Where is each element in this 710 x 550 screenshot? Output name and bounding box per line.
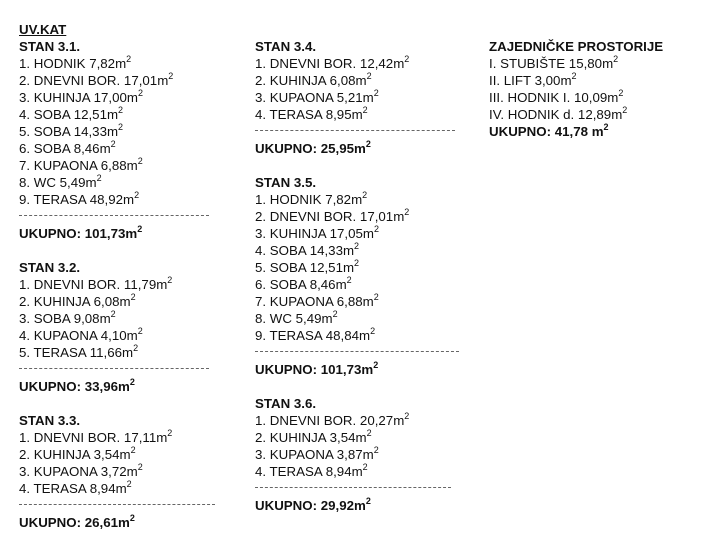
room-item-text: 1. DNEVNI BOR. 20,27 [255, 413, 394, 428]
room-item-unit: m [119, 447, 131, 462]
room-item-text: 9. TERASA 48,92 [19, 192, 123, 207]
common-room-item-unit-exponent: 2 [622, 105, 628, 115]
room-item-unit: m [106, 124, 119, 139]
room-item [255, 55, 409, 72]
room-item-text: 2. DNEVNI BOR. 17,01 [19, 73, 158, 88]
floor-title: UV.KAT [19, 22, 67, 37]
room-item-text: 7. KUPAONA 6,88 [255, 294, 363, 309]
apartment-total-unit-exponent: 2 [365, 139, 371, 149]
room-item-unit-exponent: 2 [404, 54, 410, 64]
room-item-unit-exponent: 2 [373, 88, 379, 98]
apartment-total-unit-exponent: 2 [129, 377, 135, 387]
room-item-unit: m [393, 413, 405, 428]
apartment-total-unit-exponent: 2 [373, 360, 379, 370]
room-item-text: 9. TERASA 48,84 [255, 328, 359, 343]
common-room-item [489, 72, 663, 89]
common-room-item-unit: m [560, 73, 572, 88]
apartment-total-unit: m [125, 226, 138, 241]
room-item-unit-exponent: 2 [134, 190, 140, 200]
room-item [19, 191, 173, 208]
room-item [255, 327, 409, 344]
room-item-text: 3. KUHINJA 17,00 [19, 90, 127, 105]
room-item-unit-exponent: 2 [118, 105, 124, 115]
common-room-item-unit: m [607, 90, 619, 105]
common-room-item-text: III. HODNIK I. 10,09 [489, 90, 608, 105]
room-item-text: 1. DNEVNI BOR. 11,79 [19, 277, 157, 292]
room-item [255, 446, 409, 463]
room-item-unit: m [99, 141, 111, 156]
room-item-unit-exponent: 2 [404, 411, 410, 421]
room-item-unit-exponent: 2 [362, 190, 368, 200]
room-item [19, 310, 173, 327]
room-item [19, 55, 173, 72]
room-item-unit-exponent: 2 [130, 445, 136, 455]
room-item-unit: m [157, 73, 169, 88]
apartment-total-text: UKUPNO: 25,95 [255, 141, 355, 156]
room-item-unit: m [351, 107, 363, 122]
room-item-unit-exponent: 2 [137, 156, 143, 166]
common-room-item-unit-exponent: 2 [571, 71, 577, 81]
room-item [19, 89, 173, 106]
apartment-total [19, 378, 173, 395]
room-item [19, 174, 173, 191]
room-item-text: 6. SOBA 8,46 [255, 277, 336, 292]
room-item-unit-exponent: 2 [370, 326, 376, 336]
room-item-unit: m [119, 294, 131, 309]
room-item-unit: m [342, 260, 355, 275]
room-item-unit-exponent: 2 [366, 71, 372, 81]
room-item [19, 480, 173, 497]
room-item-unit: m [362, 294, 374, 309]
apartment-total-unit: m [118, 379, 130, 394]
spacer [255, 378, 409, 395]
room-item-unit-exponent: 2 [126, 54, 132, 64]
room-item-unit-exponent: 2 [366, 428, 372, 438]
room-item-unit: m [393, 56, 405, 71]
room-item-unit-exponent: 2 [138, 88, 144, 98]
apartment-total-unit-exponent: 2 [137, 224, 143, 234]
common-room-item-text: II. LIFT 3,00 [489, 73, 561, 88]
room-item-unit-exponent: 2 [362, 462, 368, 472]
common-heading: ZAJEDNIČKE PROSTORIJE [489, 39, 664, 54]
room-item-text: 6. SOBA 8,46 [19, 141, 100, 156]
dashed-separator [19, 361, 173, 378]
apartment-total [255, 497, 409, 514]
room-item [19, 293, 173, 310]
room-item-unit-exponent: 2 [346, 275, 352, 285]
room-item-unit-exponent: 2 [137, 326, 143, 336]
room-item [19, 106, 173, 123]
room-item-unit: m [393, 209, 405, 224]
room-item-text: 2. KUHINJA 3,54 [19, 447, 120, 462]
room-item-text: 2. DNEVNI BOR. 17,01 [255, 209, 394, 224]
room-item [19, 463, 173, 480]
room-item-unit: m [85, 175, 97, 190]
apartment-total-text: UKUPNO: 101,73 [19, 226, 126, 241]
room-item-unit: m [126, 328, 138, 343]
apartment-block [19, 38, 173, 259]
dashed-separator [255, 344, 409, 361]
room-item-unit-exponent: 2 [373, 445, 379, 455]
room-item-text: 8. WC 5,49 [255, 311, 322, 326]
room-item-text: 2. KUHINJA 6,08 [19, 294, 120, 309]
room-item-unit: m [335, 277, 347, 292]
room-item-text: 3. SOBA 9,08 [19, 311, 100, 326]
room-item [255, 310, 409, 327]
room-item [255, 106, 409, 123]
room-item-unit-exponent: 2 [374, 224, 380, 234]
column-2 [255, 38, 409, 514]
room-item-unit: m [106, 107, 119, 122]
apartment-total-text: UKUPNO: 101,73 [255, 362, 362, 377]
dashed-separator [255, 480, 409, 497]
room-item-unit: m [358, 328, 371, 343]
column-common-rooms [489, 38, 663, 140]
room-item-unit: m [362, 447, 374, 462]
room-item-text: 4. TERASA 8,94 [19, 481, 116, 496]
room-item-unit: m [362, 90, 374, 105]
apartment-block [255, 395, 409, 514]
room-item-unit: m [122, 345, 134, 360]
apartment-block [255, 174, 409, 395]
room-item-text: 7. KUPAONA 6,88 [19, 158, 127, 173]
room-item-unit: m [122, 192, 135, 207]
room-item-text: 4. TERASA 8,94 [255, 464, 352, 479]
apartment-heading: STAN 3.3. [19, 413, 81, 428]
common-total-unit: m [591, 124, 604, 139]
dashed-separator [255, 123, 409, 140]
room-item [255, 259, 409, 276]
room-item [255, 208, 409, 225]
room-item-text: 3. KUPAONA 3,87 [255, 447, 363, 462]
room-item-unit: m [99, 311, 111, 326]
room-item [255, 242, 409, 259]
common-total-text: UKUPNO: 41,78 [489, 124, 592, 139]
apartment-block [255, 38, 409, 174]
apartment-total-unit: m [354, 141, 366, 156]
common-room-item-unit-exponent: 2 [618, 88, 624, 98]
common-total-unit-exponent: 2 [603, 122, 609, 132]
room-item-text: 5. TERASA 11,66 [19, 345, 122, 360]
room-item [19, 327, 173, 344]
room-item-text: 1. HODNIK 7,82 [255, 192, 352, 207]
column-1 [19, 21, 173, 531]
apartment-total-unit: m [118, 515, 130, 530]
common-room-item [489, 106, 663, 123]
room-item-unit-exponent: 2 [96, 173, 102, 183]
apartment-heading: STAN 3.1. [19, 39, 81, 54]
apartment-total-unit-exponent: 2 [365, 496, 371, 506]
apartment-total-text: UKUPNO: 26,61 [19, 515, 119, 530]
room-item-unit-exponent: 2 [168, 71, 174, 81]
room-item-unit-exponent: 2 [167, 428, 173, 438]
room-item-text: 5. SOBA 14,33 [19, 124, 107, 139]
room-item-text: 5. SOBA 12,51 [255, 260, 343, 275]
apartment-block [19, 259, 173, 412]
room-item-unit: m [355, 430, 367, 445]
apartment-total [19, 225, 173, 242]
room-item-unit-exponent: 2 [373, 292, 379, 302]
room-item [19, 446, 173, 463]
apartment-total-unit: m [354, 498, 366, 513]
common-room-item-unit: m [602, 56, 614, 71]
room-item [255, 276, 409, 293]
room-item-unit-exponent: 2 [118, 122, 124, 132]
room-item-unit-exponent: 2 [332, 309, 338, 319]
room-item-text: 3. KUHINJA 17,05 [255, 226, 363, 241]
room-item-text: 4. SOBA 12,51 [19, 107, 107, 122]
common-room-item-text: IV. HODNIK d. 12,89 [489, 107, 612, 122]
spacer [255, 157, 409, 174]
room-item-text: 3. KUPAONA 3,72 [19, 464, 127, 479]
room-item-text: 1. HODNIK 7,82 [19, 56, 116, 71]
room-item-unit: m [156, 430, 168, 445]
room-item-text: 4. TERASA 8,95 [255, 107, 352, 122]
room-item [19, 429, 173, 446]
room-item-unit: m [115, 56, 127, 71]
room-item-unit-exponent: 2 [137, 462, 143, 472]
apartment-total [19, 514, 173, 531]
common-room-item-unit: m [611, 107, 623, 122]
apartment-total-text: UKUPNO: 29,92 [255, 498, 355, 513]
room-item-unit-exponent: 2 [354, 241, 360, 251]
room-item-text: 3. KUPAONA 5,21 [255, 90, 363, 105]
common-room-item [489, 89, 663, 106]
room-item-unit-exponent: 2 [404, 207, 410, 217]
spacer [19, 242, 173, 259]
room-item [255, 89, 409, 106]
room-item-text: 1. DNEVNI BOR. 12,42 [255, 56, 394, 71]
apartment-heading: STAN 3.2. [19, 260, 81, 275]
apartment-total [255, 140, 409, 157]
room-item [19, 140, 173, 157]
room-item-text: 2. KUHINJA 6,08 [255, 73, 356, 88]
room-item-unit-exponent: 2 [130, 292, 136, 302]
room-item [255, 463, 409, 480]
room-item [255, 429, 409, 446]
room-item [255, 225, 409, 242]
room-item-unit: m [156, 277, 168, 292]
spacer [19, 395, 173, 412]
room-item-text: 1. DNEVNI BOR. 17,11 [19, 430, 157, 445]
room-item-unit: m [126, 158, 138, 173]
apartment-heading: STAN 3.6. [255, 396, 317, 411]
room-item-unit-exponent: 2 [110, 139, 116, 149]
room-item-unit-exponent: 2 [362, 105, 368, 115]
common-room-item-text: I. STUBIŠTE 15,80 [489, 56, 603, 71]
room-item-unit: m [115, 481, 127, 496]
room-item-text: 4. KUPAONA 4,10 [19, 328, 127, 343]
room-item [19, 344, 173, 361]
room-item-unit-exponent: 2 [133, 343, 139, 353]
apartment-total-unit-exponent: 2 [129, 513, 135, 523]
room-item [19, 157, 173, 174]
apartment-heading: STAN 3.4. [255, 39, 317, 54]
apartment-heading: STAN 3.5. [255, 175, 317, 190]
room-item [255, 293, 409, 310]
room-item-unit-exponent: 2 [126, 479, 132, 489]
room-item [255, 412, 409, 429]
room-item-unit: m [321, 311, 333, 326]
apartment-total-unit: m [361, 362, 374, 377]
room-item-unit-exponent: 2 [167, 275, 173, 285]
room-item-unit: m [126, 90, 138, 105]
room-item-unit: m [342, 243, 355, 258]
room-item-unit: m [355, 73, 367, 88]
room-item-unit: m [351, 464, 363, 479]
room-item [255, 72, 409, 89]
dashed-separator [19, 208, 173, 225]
room-item-text: 2. KUHINJA 3,54 [255, 430, 356, 445]
room-item-text: 4. SOBA 14,33 [255, 243, 343, 258]
room-item [19, 276, 173, 293]
common-room-item-unit-exponent: 2 [613, 54, 619, 64]
common-room-item [489, 55, 663, 72]
room-item-text: 8. WC 5,49 [19, 175, 86, 190]
apartment-total-text: UKUPNO: 33,96 [19, 379, 119, 394]
room-item [19, 123, 173, 140]
room-item [19, 72, 173, 89]
apartment-block [19, 412, 173, 531]
room-item-unit: m [351, 192, 363, 207]
apartment-total [255, 361, 409, 378]
room-item-unit-exponent: 2 [354, 258, 360, 268]
room-item-unit: m [362, 226, 374, 241]
room-item-unit: m [126, 464, 138, 479]
common-total [489, 123, 663, 140]
room-item [255, 191, 409, 208]
room-item-unit-exponent: 2 [110, 309, 116, 319]
dashed-separator [19, 497, 173, 514]
